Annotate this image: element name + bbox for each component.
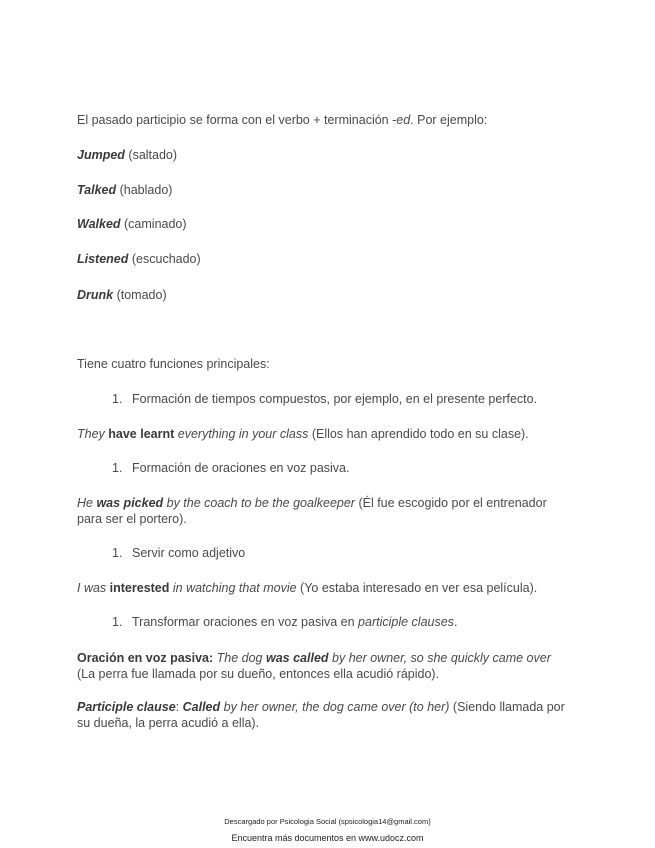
example-translation: (Ellos han aprendido todo en su clase). bbox=[308, 427, 529, 441]
example-item bbox=[77, 287, 577, 303]
list-text-italic: participle clauses bbox=[358, 615, 454, 629]
example-text: He bbox=[77, 496, 97, 510]
example-item bbox=[77, 182, 577, 198]
example-translation: (Yo estaba interesado en ver esa película). bbox=[296, 581, 538, 595]
list-text-end: . bbox=[453, 615, 458, 629]
participle-label: Participle clause bbox=[77, 700, 176, 714]
example-gloss: (saltado) bbox=[124, 148, 178, 162]
passive-example bbox=[77, 650, 572, 682]
example-word: Listened bbox=[77, 252, 129, 266]
function-example bbox=[77, 580, 577, 596]
example-text: I was bbox=[77, 581, 110, 595]
example-text: by her owner, the dog came over (to her) bbox=[220, 700, 450, 714]
example-verb: Called bbox=[182, 700, 221, 714]
functions-intro: Tiene cuatro funciones principales: bbox=[77, 357, 270, 371]
intro-ending: ed bbox=[396, 113, 411, 127]
example-item bbox=[77, 251, 577, 267]
example-verb: have learnt bbox=[108, 427, 175, 441]
separator: : bbox=[175, 700, 183, 714]
list-text: Transformar oraciones en voz pasiva en bbox=[132, 615, 359, 629]
example-gloss: (escuchado) bbox=[128, 252, 201, 266]
function-list-item bbox=[112, 614, 612, 630]
example-gloss: (hablado) bbox=[116, 183, 173, 197]
function-list-item bbox=[112, 391, 612, 407]
list-number: 1. bbox=[112, 615, 123, 629]
list-number: 1. bbox=[112, 461, 123, 475]
example-item bbox=[77, 216, 577, 232]
intro-text: El pasado participio se forma con el verbo + terminación - bbox=[77, 113, 397, 127]
list-text: Servir como adjetivo bbox=[132, 546, 246, 560]
example-text: by her owner, so she quickly came over bbox=[328, 651, 551, 665]
example-word: Drunk bbox=[77, 288, 114, 302]
example-translation: (La perra fue llamada por su dueño, entonces ella acudió rápido). bbox=[77, 667, 440, 681]
footer-link[interactable]: Encuentra más documentos en www.udocz.com bbox=[231, 833, 424, 843]
function-example bbox=[77, 495, 572, 527]
example-verb: interested bbox=[109, 581, 170, 595]
example-translation: (Siendo llamada por su dueña, la perra acudió a ella). bbox=[77, 700, 565, 730]
function-list-item bbox=[112, 460, 612, 476]
example-text: The dog bbox=[213, 651, 266, 665]
example-text: in watching that movie bbox=[169, 581, 297, 595]
list-text: Formación de tiempos compuestos, por ejemplo, en el presente perfecto. bbox=[132, 392, 538, 406]
example-gloss: (caminado) bbox=[120, 217, 187, 231]
example-word: Walked bbox=[77, 217, 121, 231]
function-list-item bbox=[112, 545, 612, 561]
participle-example bbox=[77, 699, 572, 731]
list-text: Formación de oraciones en voz pasiva. bbox=[132, 461, 350, 475]
example-word: Jumped bbox=[77, 148, 125, 162]
example-text: by the coach to be the goalkeeper bbox=[163, 496, 355, 510]
footer-download-note: Descargado por Psicologia Social (spsicologia14@gmail.com) bbox=[224, 817, 431, 826]
example-translation: (Él fue escogido por el entrenador para ser el portero). bbox=[77, 496, 547, 526]
function-example bbox=[77, 426, 577, 442]
example-verb: was picked bbox=[96, 496, 164, 510]
intro-text-end: . Por ejemplo: bbox=[410, 113, 488, 127]
example-verb: was called bbox=[266, 651, 329, 665]
example-gloss: (tomado) bbox=[113, 288, 167, 302]
example-word: Talked bbox=[77, 183, 117, 197]
list-number: 1. bbox=[112, 546, 123, 560]
example-text: They bbox=[77, 427, 109, 441]
intro-paragraph bbox=[77, 112, 577, 128]
list-number: 1. bbox=[112, 392, 123, 406]
example-text: everything in your class bbox=[174, 427, 309, 441]
example-item bbox=[77, 147, 577, 163]
passive-label: Oración en voz pasiva: bbox=[77, 651, 214, 665]
